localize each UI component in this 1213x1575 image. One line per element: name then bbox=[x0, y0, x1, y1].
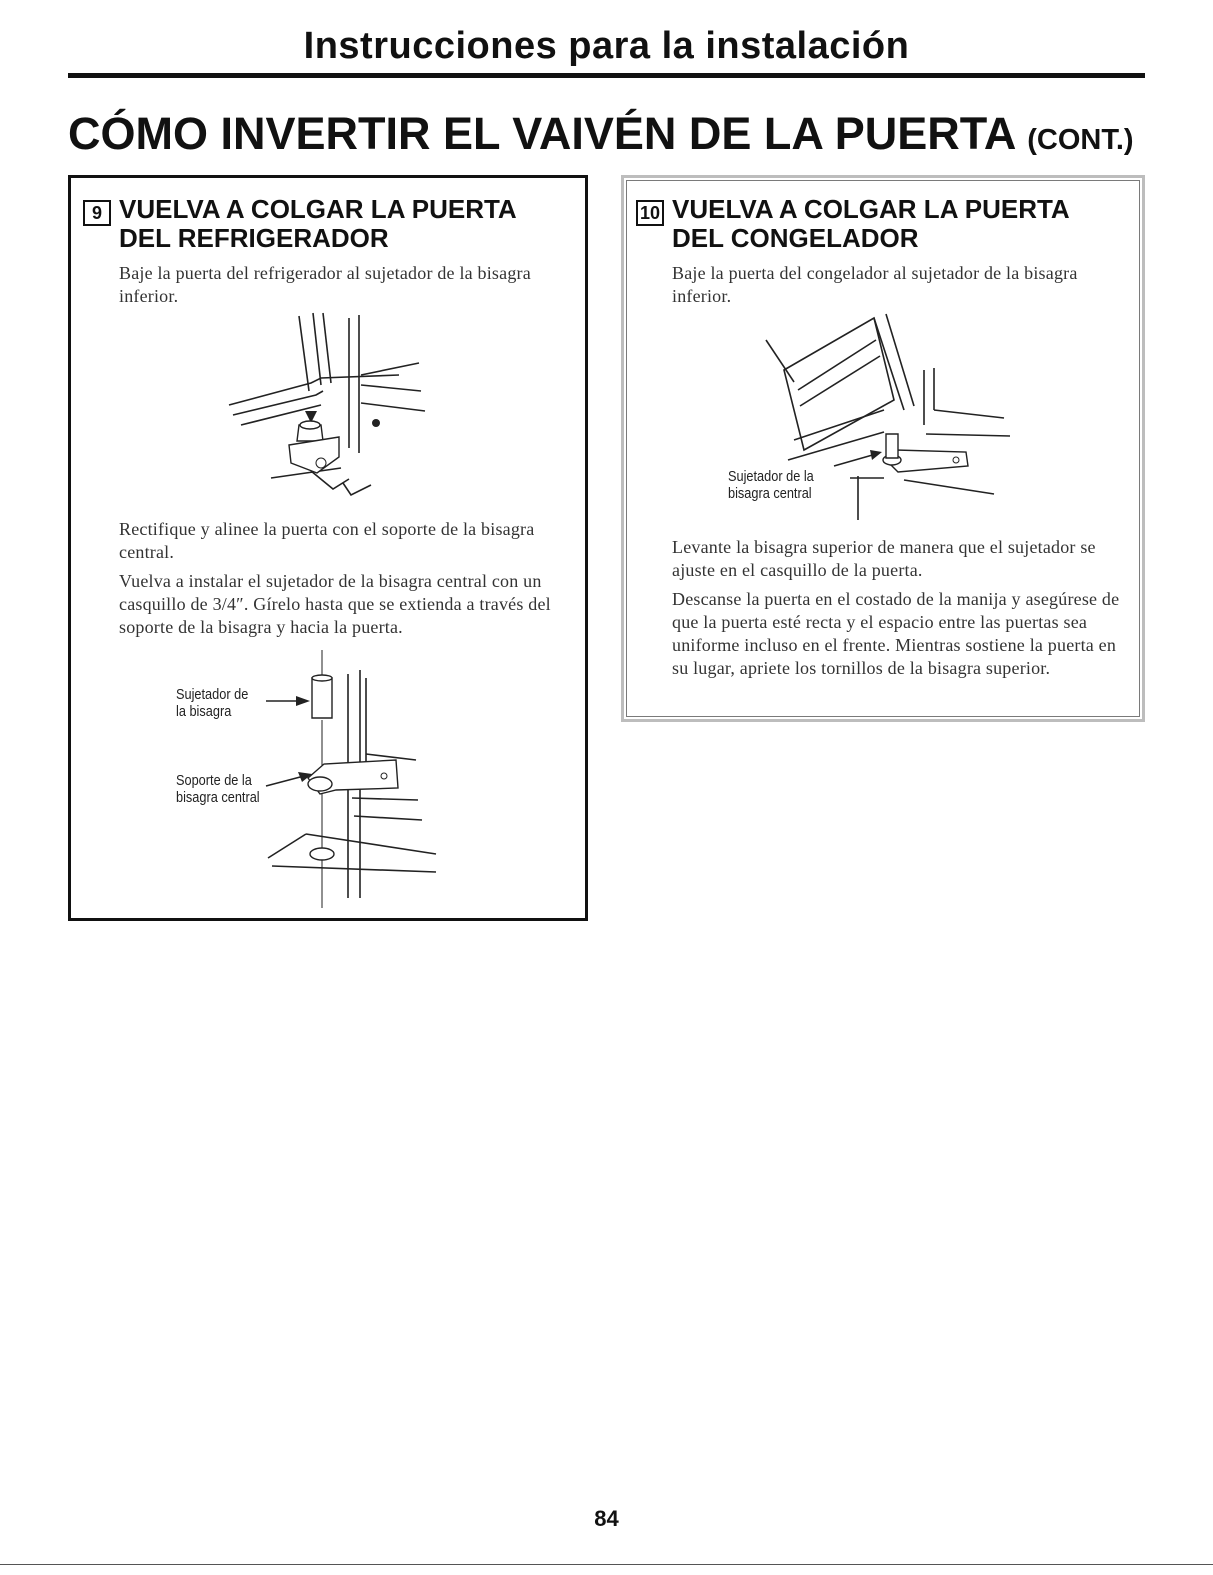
hinge-pin-callout-line1: Sujetador de bbox=[176, 686, 249, 703]
step-9-paragraph-2: Rectifique y alinee la puerta con el soporte de la bisagra central. bbox=[119, 519, 535, 562]
step-10-title-line1: VUELVA A COLGAR LA PUERTA bbox=[672, 194, 1070, 224]
bottom-rule bbox=[0, 1564, 1213, 1565]
step-9-paragraph-1: Baje la puerta del refrigerador al sujetador de la bisagra inferior. bbox=[119, 263, 531, 306]
section-header: Instrucciones para la instalación bbox=[303, 25, 910, 67]
step-10-paragraph-2: Levante la bisagra superior de manera que el sujetador se ajuste en el casquillo de la puerta. bbox=[672, 537, 1096, 580]
step-9-title bbox=[119, 195, 579, 253]
step-10-title-line2: DEL CONGELADOR bbox=[672, 223, 919, 253]
step-10-number: 10 bbox=[636, 200, 664, 226]
step-9-paragraph-3: Vuelva a instalar el sujetador de la bisagra central con un casquillo de 3/4″. Gírelo hasta que se extienda a través del soporte de la bisagra y hacia la puerta. bbox=[119, 571, 551, 637]
step-9-title-line1: VUELVA A COLGAR LA PUERTA bbox=[119, 194, 517, 224]
center-bracket-callout-line2: bisagra central bbox=[176, 789, 260, 806]
center-bracket-callout-line1: Soporte de la bbox=[176, 772, 252, 789]
step-9-number: 9 bbox=[83, 200, 111, 226]
step-9-panel bbox=[68, 175, 588, 921]
step-9-title-line2: DEL REFRIGERADOR bbox=[119, 223, 389, 253]
center-bracket-callout bbox=[176, 772, 260, 806]
center-pin-callout-line2: bisagra central bbox=[728, 485, 812, 502]
refrigerator-door-lowering-illustration bbox=[221, 313, 471, 513]
step-10-paragraph-3: Descanse la puerta en el costado de la manija y asegúrese de que la puerta esté recta y el espacio entre las puertas sea uniforme incluso en el frente. Mientras sostiene la puerta en su lugar, apriete los tornillos de la bisagra superior. bbox=[672, 589, 1120, 678]
hinge-pin-callout-line2: la bisagra bbox=[176, 703, 232, 720]
page-title bbox=[68, 108, 1134, 166]
center-pin-callout bbox=[728, 468, 814, 502]
page-number: 84 bbox=[594, 1506, 619, 1531]
page-title-text: CÓMO INVERTIR EL VAIVÉN DE LA PUERTA bbox=[68, 108, 1015, 159]
hinge-pin-bracket-illustration bbox=[266, 648, 486, 918]
step-10-paragraph-1: Baje la puerta del congelador al sujetador de la bisagra inferior. bbox=[672, 263, 1078, 306]
step-10-title bbox=[672, 195, 1132, 253]
center-pin-callout-line1: Sujetador de la bbox=[728, 468, 814, 485]
header-rule bbox=[68, 73, 1145, 78]
page-title-suffix: (CONT.) bbox=[1027, 124, 1134, 156]
step-10-panel bbox=[621, 175, 1145, 722]
hinge-pin-callout bbox=[176, 686, 248, 720]
